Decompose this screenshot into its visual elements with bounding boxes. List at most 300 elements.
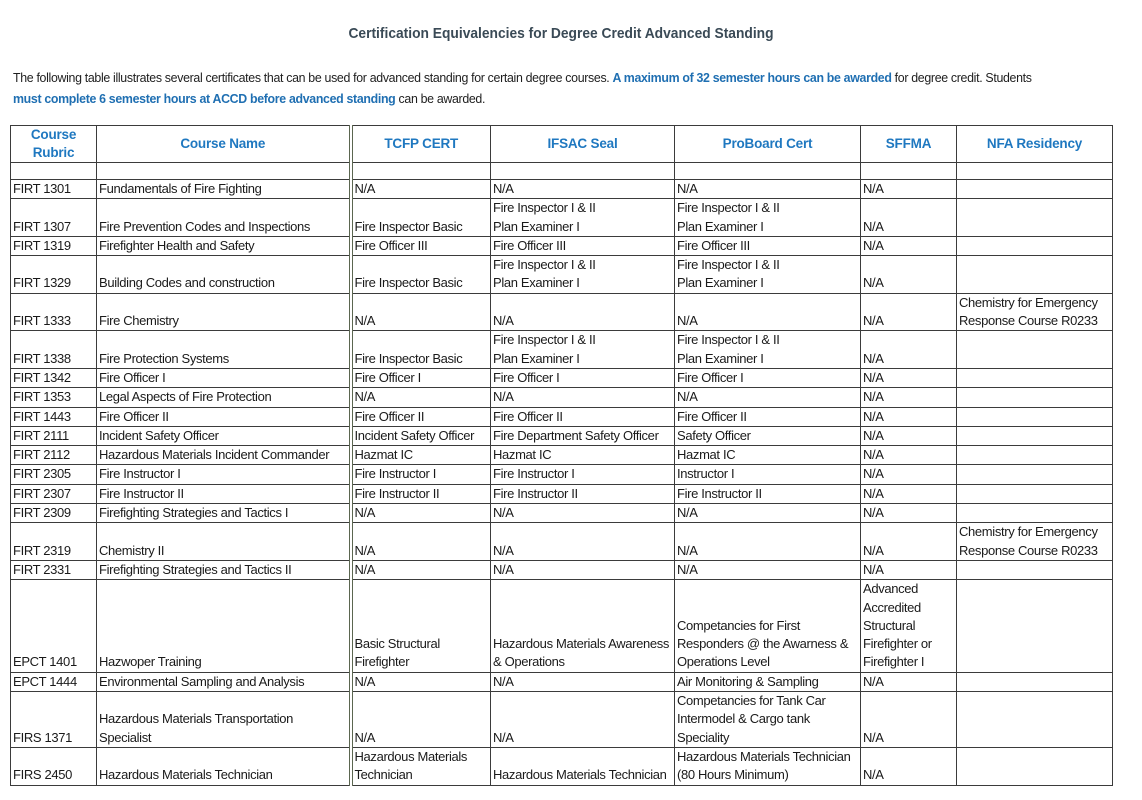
equivalency-table — [10, 125, 1113, 786]
cell-course-name — [97, 388, 351, 407]
cell-course-rubric-line: FIRT 1307 — [13, 218, 71, 234]
cell-sffma — [861, 293, 957, 331]
cell-ifsac-seal-line: Hazardous Materials Awareness — [493, 636, 670, 652]
cell-course-name — [97, 180, 351, 199]
cell-ifsac-seal — [491, 199, 675, 237]
cell-nfa-residency — [957, 465, 1113, 484]
cell-course-rubric — [11, 199, 97, 237]
header-ifsac-seal: IFSAC Seal — [491, 126, 675, 163]
cell-nfa-residency — [957, 199, 1113, 237]
cell-proboard-cert-line: Competancies for Tank Car — [677, 693, 826, 709]
cell-sffma — [861, 199, 957, 237]
cell-course-rubric-line: FIRT 1329 — [13, 275, 71, 291]
cell-sffma-line: N/A — [863, 673, 884, 689]
cell-nfa-residency — [957, 560, 1113, 579]
cell-nfa-residency — [957, 523, 1113, 561]
cell-nfa-residency — [957, 256, 1113, 294]
header-course-rubric: Course Rubric — [11, 126, 97, 163]
cell-course-rubric-line: FIRT 2111 — [13, 427, 69, 443]
cell-proboard-cert — [675, 426, 861, 445]
table-row — [11, 504, 1113, 523]
cell-tcfp-cert-line: N/A — [354, 542, 376, 558]
cell-ifsac-seal — [491, 407, 675, 426]
cell-ifsac-seal — [491, 368, 675, 387]
cell-proboard-cert — [675, 331, 861, 369]
spacer-cell — [675, 163, 861, 180]
cell-nfa-residency-line: Response Course R0233 — [959, 542, 1098, 558]
cell-course-rubric-line: FIRT 2319 — [13, 542, 71, 558]
cell-tcfp-cert-line: Fire Officer I — [354, 369, 421, 385]
header-sffma: SFFMA — [861, 126, 957, 163]
cell-course-name-line: Incident Safety Officer — [99, 427, 219, 443]
cell-nfa-residency — [957, 504, 1113, 523]
cell-tcfp-cert-line: Basic Structural — [354, 636, 440, 652]
cell-proboard-cert — [675, 523, 861, 561]
cell-sffma — [861, 388, 957, 407]
header-nfa-residency: NFA Residency — [957, 126, 1113, 163]
cell-ifsac-seal-line: Plan Examiner I — [493, 350, 580, 366]
header-proboard-cert: ProBoard Cert — [675, 126, 861, 163]
cell-nfa-residency — [957, 672, 1113, 691]
cell-sffma — [861, 180, 957, 199]
table-row — [11, 331, 1113, 369]
cell-tcfp-cert — [351, 484, 491, 503]
cell-tcfp-cert — [351, 692, 491, 748]
cell-course-name — [97, 747, 351, 785]
cell-ifsac-seal — [491, 692, 675, 748]
cell-ifsac-seal-line: Hazardous Materials Technician — [493, 767, 667, 783]
cell-proboard-cert-line: Fire Officer II — [677, 408, 747, 424]
cell-ifsac-seal — [491, 672, 675, 691]
cell-course-rubric-line: EPCT 1401 — [13, 654, 77, 670]
cell-sffma-line: N/A — [863, 181, 884, 196]
cell-ifsac-seal-line: Fire Officer II — [493, 408, 563, 424]
cell-tcfp-cert — [351, 293, 491, 331]
cell-sffma — [861, 407, 957, 426]
cell-course-name — [97, 504, 351, 523]
cell-sffma-line: N/A — [863, 561, 884, 577]
table-row — [11, 672, 1113, 691]
cell-ifsac-seal — [491, 465, 675, 484]
cell-tcfp-cert — [351, 580, 491, 672]
cell-course-rubric — [11, 465, 97, 484]
cell-proboard-cert — [675, 672, 861, 691]
cell-course-name-line: Fire Officer I — [99, 369, 166, 385]
cell-course-rubric — [11, 580, 97, 672]
table-row — [11, 747, 1113, 785]
cell-ifsac-seal-line: Fire Instructor II — [493, 485, 578, 501]
cell-ifsac-seal-line: Fire Inspector I & II — [493, 332, 596, 348]
cell-proboard-cert-line: N/A — [677, 389, 698, 405]
cell-proboard-cert-line: Fire Officer III — [677, 237, 750, 253]
cell-nfa-residency — [957, 484, 1113, 503]
intro-text-2: for degree credit. Students — [891, 70, 1032, 85]
cell-tcfp-cert — [351, 465, 491, 484]
cell-course-rubric-line: FIRT 1443 — [13, 408, 71, 424]
cell-course-rubric — [11, 692, 97, 748]
cell-proboard-cert-line: N/A — [677, 561, 698, 577]
cell-ifsac-seal — [491, 504, 675, 523]
cell-proboard-cert-line: Fire Inspector I & II — [677, 332, 780, 348]
cell-course-name-line: Fire Chemistry — [99, 313, 179, 329]
cell-proboard-cert — [675, 484, 861, 503]
cell-ifsac-seal — [491, 560, 675, 579]
cell-course-rubric-line: FIRT 1319 — [13, 237, 71, 253]
cell-nfa-residency — [957, 293, 1113, 331]
cell-sffma-line: N/A — [863, 466, 884, 482]
cell-proboard-cert-line: Intermodel & Cargo tank — [677, 711, 810, 727]
cell-tcfp-cert — [351, 236, 491, 255]
cell-course-rubric — [11, 331, 97, 369]
cell-course-rubric-line: FIRT 1338 — [13, 350, 71, 366]
cell-ifsac-seal — [491, 293, 675, 331]
cell-ifsac-seal — [491, 580, 675, 672]
cell-tcfp-cert-line: Fire Officer II — [354, 408, 425, 424]
cell-ifsac-seal-line: & Operations — [493, 654, 565, 670]
cell-sffma-line: N/A — [863, 389, 884, 405]
cell-sffma — [861, 504, 957, 523]
cell-tcfp-cert-line: Hazmat IC — [354, 447, 413, 463]
cell-sffma — [861, 692, 957, 748]
cell-proboard-cert — [675, 199, 861, 237]
cell-nfa-residency — [957, 331, 1113, 369]
cell-course-rubric-line: FIRS 2450 — [13, 767, 72, 783]
cell-sffma-line: N/A — [863, 729, 884, 745]
cell-ifsac-seal-line: N/A — [493, 505, 514, 521]
cell-sffma-line: N/A — [863, 237, 884, 253]
table-row — [11, 465, 1113, 484]
cell-sffma — [861, 426, 957, 445]
cell-course-name-line: Legal Aspects of Fire Protection — [99, 389, 272, 405]
cell-course-rubric-line: FIRT 2331 — [13, 561, 71, 577]
cell-course-name-line: Fire Instructor I — [99, 466, 181, 482]
cell-nfa-residency — [957, 446, 1113, 465]
cell-proboard-cert — [675, 560, 861, 579]
table-spacer-row — [11, 163, 1113, 180]
cell-course-name — [97, 407, 351, 426]
cell-course-rubric — [11, 523, 97, 561]
cell-nfa-residency — [957, 747, 1113, 785]
cell-course-rubric — [11, 388, 97, 407]
cell-course-rubric — [11, 293, 97, 331]
cell-proboard-cert-line: (80 Hours Minimum) — [677, 767, 789, 783]
cell-sffma — [861, 331, 957, 369]
cell-sffma-line: N/A — [863, 313, 884, 329]
cell-course-name-line: Hazardous Materials Transportation — [99, 711, 294, 727]
cell-proboard-cert-line: Responders @ the Awarness & — [677, 636, 849, 652]
cell-proboard-cert-line: N/A — [677, 181, 698, 196]
cell-course-name-line: Chemistry II — [99, 542, 165, 558]
cell-proboard-cert — [675, 236, 861, 255]
cell-tcfp-cert — [351, 672, 491, 691]
cell-course-name-line: Firefighter Health and Safety — [99, 237, 255, 253]
cell-tcfp-cert — [351, 426, 491, 445]
cell-tcfp-cert — [351, 407, 491, 426]
table-row — [11, 180, 1113, 199]
cell-sffma-line: N/A — [863, 767, 884, 783]
cell-ifsac-seal-line: Fire Department Safety Officer — [493, 427, 659, 443]
cell-tcfp-cert — [351, 504, 491, 523]
cell-tcfp-cert-line: Fire Instructor II — [354, 485, 440, 501]
cell-course-rubric — [11, 368, 97, 387]
cell-proboard-cert-line: Speciality — [677, 729, 730, 745]
table-row — [11, 446, 1113, 465]
cell-tcfp-cert-line: Hazardous Materials — [354, 748, 468, 764]
cell-nfa-residency — [957, 692, 1113, 748]
cell-course-name-line: Firefighting Strategies and Tactics I — [99, 505, 289, 521]
cell-course-name — [97, 523, 351, 561]
cell-proboard-cert-line: Air Monitoring & Sampling — [677, 673, 819, 689]
cell-sffma-line: N/A — [863, 542, 884, 558]
cell-sffma — [861, 747, 957, 785]
cell-course-name — [97, 580, 351, 672]
cell-course-name-line: Fire Protection Systems — [99, 350, 229, 366]
cell-ifsac-seal — [491, 446, 675, 465]
cell-tcfp-cert-line: Fire Officer III — [354, 237, 428, 253]
cell-tcfp-cert-line: Fire Inspector Basic — [354, 350, 463, 366]
cell-ifsac-seal — [491, 236, 675, 255]
cell-course-rubric — [11, 484, 97, 503]
table-row — [11, 560, 1113, 579]
cell-course-name — [97, 199, 351, 237]
cell-proboard-cert-line: Plan Examiner I — [677, 275, 764, 291]
cell-nfa-residency-line: Chemistry for Emergency — [959, 294, 1098, 310]
cell-tcfp-cert — [351, 331, 491, 369]
cell-ifsac-seal-line: Fire Officer I — [493, 369, 560, 385]
cell-sffma — [861, 368, 957, 387]
cell-sffma-line: Firefighter I — [863, 654, 925, 670]
cell-course-rubric — [11, 672, 97, 691]
cell-ifsac-seal-line: Hazmat IC — [493, 447, 552, 463]
cell-course-rubric-line: FIRT 1333 — [13, 313, 71, 329]
cell-course-rubric — [11, 180, 97, 199]
cell-sffma-line: N/A — [863, 505, 884, 521]
cell-sffma-line: N/A — [863, 369, 884, 385]
cell-proboard-cert — [675, 692, 861, 748]
cell-proboard-cert-line: Plan Examiner I — [677, 218, 764, 234]
cell-sffma — [861, 256, 957, 294]
cell-course-rubric — [11, 407, 97, 426]
cell-sffma — [861, 672, 957, 691]
cell-tcfp-cert — [351, 560, 491, 579]
cell-course-name — [97, 692, 351, 748]
cell-ifsac-seal-line: Plan Examiner I — [493, 275, 580, 291]
cell-proboard-cert — [675, 446, 861, 465]
cell-course-name-line: Hazardous Materials Incident Commander — [99, 447, 330, 463]
cell-sffma-line: N/A — [863, 408, 884, 424]
cell-course-rubric-line: FIRS 1371 — [13, 729, 72, 745]
cell-tcfp-cert-line: Firefighter — [354, 654, 410, 670]
table-row — [11, 236, 1113, 255]
cell-proboard-cert-line: N/A — [677, 313, 698, 329]
cell-course-name-line: Firefighting Strategies and Tactics II — [99, 561, 292, 577]
cell-tcfp-cert — [351, 368, 491, 387]
table-row — [11, 293, 1113, 331]
cell-ifsac-seal — [491, 523, 675, 561]
cell-proboard-cert — [675, 368, 861, 387]
cell-proboard-cert-line: Instructor I — [677, 466, 735, 482]
cell-nfa-residency-line: Chemistry for Emergency — [959, 524, 1098, 540]
cell-course-rubric — [11, 256, 97, 294]
cell-tcfp-cert — [351, 446, 491, 465]
cell-ifsac-seal-line: N/A — [493, 561, 514, 577]
cell-proboard-cert-line: N/A — [677, 505, 698, 521]
spacer-cell — [97, 163, 351, 180]
cell-sffma-line: Firefighter or — [863, 636, 932, 652]
cell-course-name-line: Fire Officer II — [99, 408, 169, 424]
table-row — [11, 692, 1113, 748]
cell-tcfp-cert-line: Fire Inspector Basic — [354, 275, 463, 291]
cell-course-rubric-line: FIRT 2307 — [13, 485, 71, 501]
cell-proboard-cert-line: N/A — [677, 542, 698, 558]
cell-tcfp-cert — [351, 199, 491, 237]
cell-ifsac-seal-line: Plan Examiner I — [493, 218, 580, 234]
cell-ifsac-seal-line: Fire Instructor I — [493, 466, 575, 482]
cell-tcfp-cert-line: Fire Instructor I — [354, 466, 436, 482]
cell-ifsac-seal-line: N/A — [493, 729, 514, 745]
cell-course-name — [97, 426, 351, 445]
cell-proboard-cert — [675, 293, 861, 331]
cell-ifsac-seal-line: N/A — [493, 181, 514, 196]
cell-course-name — [97, 672, 351, 691]
table-header-row — [11, 126, 1113, 163]
cell-course-rubric-line: FIRT 2112 — [13, 447, 70, 463]
cell-sffma — [861, 560, 957, 579]
table-row — [11, 580, 1113, 672]
cell-proboard-cert-line: Plan Examiner I — [677, 350, 764, 366]
cell-ifsac-seal — [491, 426, 675, 445]
cell-course-rubric — [11, 747, 97, 785]
cell-proboard-cert — [675, 180, 861, 199]
cell-sffma-line: Advanced — [863, 581, 919, 597]
cell-course-name — [97, 256, 351, 294]
cell-tcfp-cert-line: Fire Inspector Basic — [354, 218, 463, 234]
cell-proboard-cert-line: Competancies for First — [677, 617, 801, 633]
cell-nfa-residency — [957, 368, 1113, 387]
cell-proboard-cert-line: Fire Instructor II — [677, 485, 762, 501]
cell-course-name-line: Specialist — [99, 729, 152, 745]
cell-nfa-residency — [957, 407, 1113, 426]
cell-course-rubric-line: FIRT 1353 — [13, 389, 71, 405]
cell-ifsac-seal — [491, 331, 675, 369]
cell-nfa-residency — [957, 236, 1113, 255]
cell-sffma — [861, 523, 957, 561]
cell-course-name-line: Hazardous Materials Technician — [99, 767, 273, 783]
header-tcfp-cert: TCFP CERT — [351, 126, 491, 163]
table-row — [11, 484, 1113, 503]
cell-proboard-cert — [675, 747, 861, 785]
table-row — [11, 523, 1113, 561]
cell-course-rubric-line: FIRT 2305 — [13, 466, 71, 482]
cell-course-rubric — [11, 426, 97, 445]
cell-ifsac-seal — [491, 388, 675, 407]
intro-text-1: The following table illustrates several certificates that can be used for advanced standing for certain degree courses. — [13, 70, 613, 85]
cell-ifsac-seal-line: N/A — [493, 313, 514, 329]
cell-nfa-residency-line: Response Course R0233 — [959, 313, 1098, 329]
cell-course-name — [97, 293, 351, 331]
cell-course-name-line: Fire Prevention Codes and Inspections — [99, 218, 311, 234]
cell-course-name — [97, 236, 351, 255]
cell-proboard-cert — [675, 407, 861, 426]
table-row — [11, 199, 1113, 237]
cell-proboard-cert — [675, 580, 861, 672]
cell-sffma — [861, 465, 957, 484]
cell-sffma-line: N/A — [863, 427, 884, 443]
cell-course-rubric-line: FIRT 2309 — [13, 505, 71, 521]
document-title: Certification Equivalencies for Degree Credit Advanced Standing — [348, 25, 774, 42]
cell-nfa-residency — [957, 426, 1113, 445]
cell-tcfp-cert — [351, 180, 491, 199]
cell-tcfp-cert — [351, 747, 491, 785]
cell-sffma — [861, 580, 957, 672]
cell-sffma — [861, 484, 957, 503]
cell-course-name — [97, 484, 351, 503]
cell-tcfp-cert-line: N/A — [354, 505, 376, 521]
cell-ifsac-seal-line: Fire Officer III — [493, 237, 566, 253]
cell-course-rubric — [11, 504, 97, 523]
cell-course-name-line: Fire Instructor II — [99, 485, 184, 501]
cell-sffma-line: Structural — [863, 617, 916, 633]
cell-course-rubric — [11, 236, 97, 255]
cell-sffma — [861, 236, 957, 255]
cell-sffma — [861, 446, 957, 465]
cell-ifsac-seal — [491, 180, 675, 199]
cell-tcfp-cert-line: Incident Safety Officer — [354, 427, 475, 443]
cell-course-name — [97, 446, 351, 465]
cell-proboard-cert — [675, 388, 861, 407]
cell-sffma-line: N/A — [863, 350, 884, 366]
cell-proboard-cert-line: Fire Officer I — [677, 369, 744, 385]
cell-course-rubric — [11, 446, 97, 465]
cell-course-rubric-line: EPCT 1444 — [13, 673, 77, 689]
header-course-name: Course Name — [97, 126, 351, 163]
cell-proboard-cert — [675, 256, 861, 294]
cell-tcfp-cert — [351, 388, 491, 407]
cell-course-name — [97, 368, 351, 387]
cell-ifsac-seal — [491, 256, 675, 294]
cell-proboard-cert-line: Operations Level — [677, 654, 770, 670]
cell-proboard-cert-line: Fire Inspector I & II — [677, 200, 780, 216]
cell-course-name — [97, 331, 351, 369]
cell-tcfp-cert — [351, 523, 491, 561]
table-row — [11, 426, 1113, 445]
cell-course-name-line: Hazwoper Training — [99, 654, 202, 670]
cell-tcfp-cert-line: N/A — [354, 673, 376, 689]
cell-nfa-residency — [957, 580, 1113, 672]
cell-proboard-cert-line: Safety Officer — [677, 427, 751, 443]
cell-tcfp-cert-line: Technician — [354, 767, 413, 783]
cell-ifsac-seal — [491, 484, 675, 503]
spacer-cell — [957, 163, 1113, 180]
cell-course-name-line: Environmental Sampling and Analysis — [99, 673, 305, 689]
table-row — [11, 368, 1113, 387]
cell-proboard-cert-line: Fire Inspector I & II — [677, 257, 780, 273]
cell-tcfp-cert — [351, 256, 491, 294]
cell-course-name-line: Building Codes and construction — [99, 275, 275, 291]
cell-course-name — [97, 560, 351, 579]
cell-course-name — [97, 465, 351, 484]
spacer-cell — [861, 163, 957, 180]
cell-proboard-cert — [675, 465, 861, 484]
cell-course-rubric — [11, 560, 97, 579]
intro-highlight-requirement: must complete 6 semester hours at ACCD before advanced standing — [13, 91, 396, 106]
cell-proboard-cert-line: Hazardous Materials Technician — [677, 748, 851, 764]
cell-sffma-line: N/A — [863, 485, 884, 501]
cell-sffma-line: Accredited — [863, 599, 921, 615]
cell-course-rubric-line: FIRT 1301 — [13, 181, 71, 196]
table-row — [11, 388, 1113, 407]
cell-proboard-cert — [675, 504, 861, 523]
